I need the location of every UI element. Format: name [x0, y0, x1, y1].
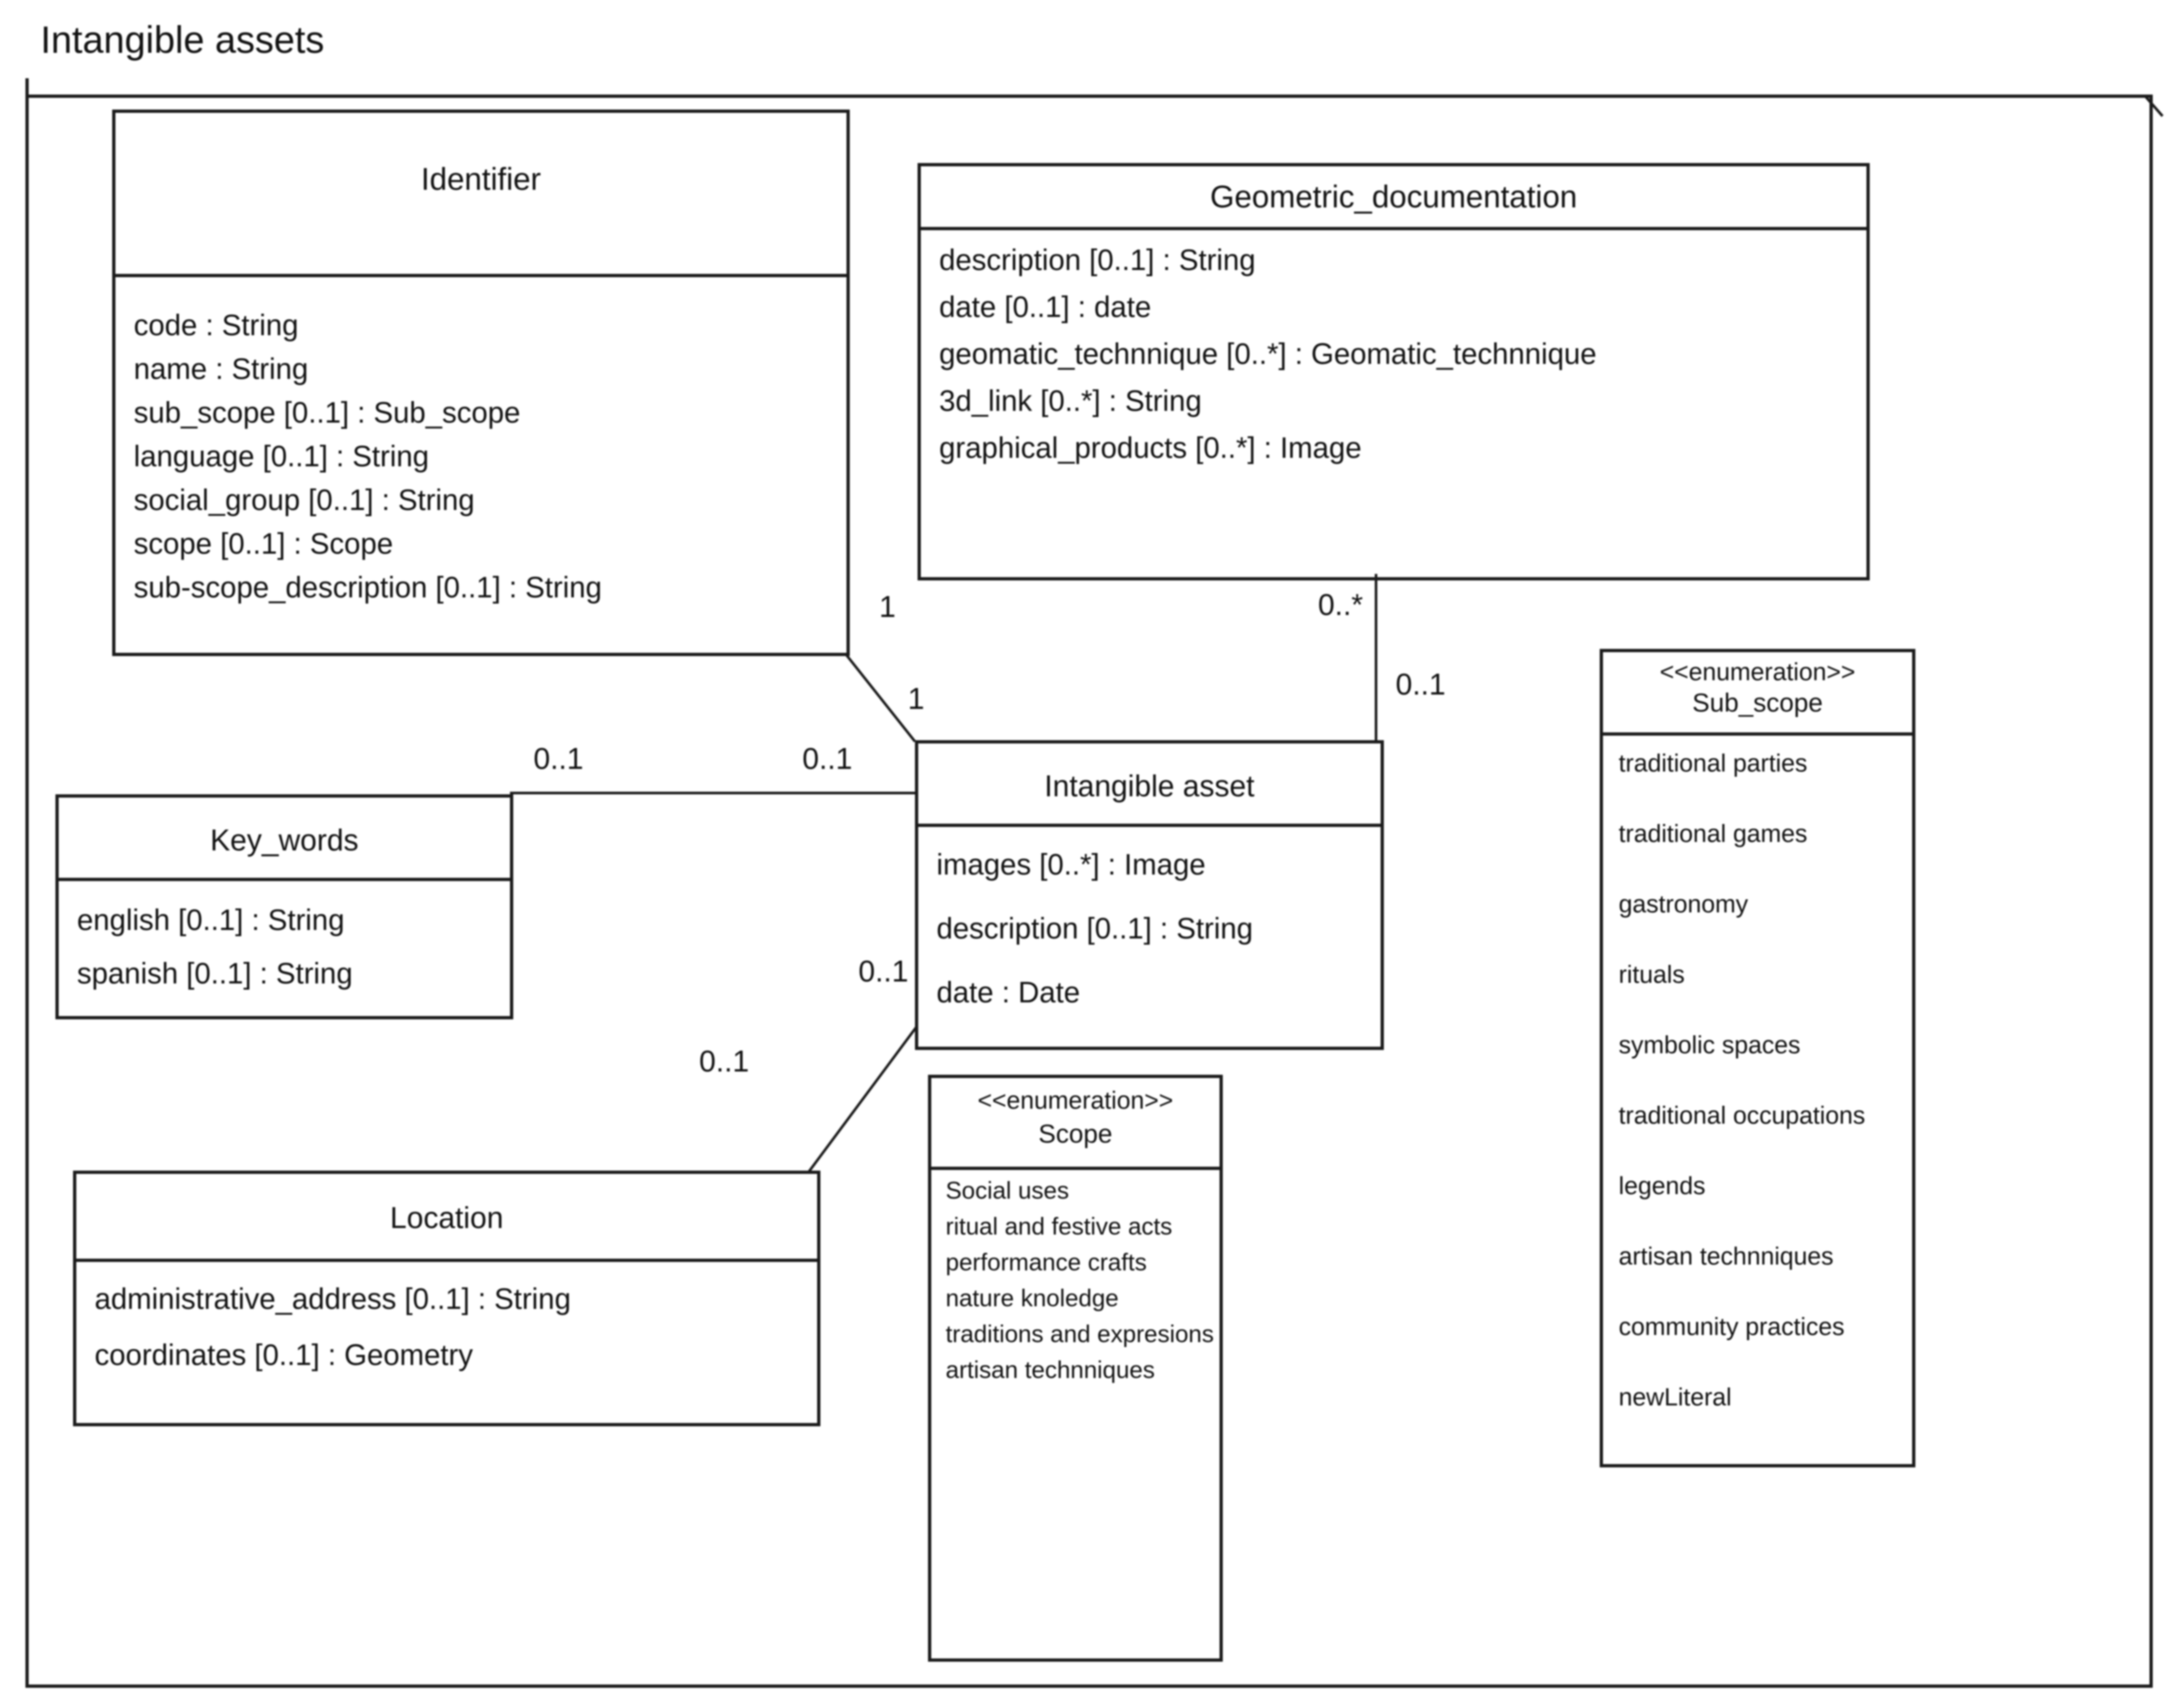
enum-literal-row: gastronomy	[1619, 891, 1748, 918]
attribute-row: administrative_address [0..1] : String	[95, 1282, 571, 1315]
attribute-row: date [0..1] : date	[939, 290, 1152, 323]
enumeration-scope-stereotype: <<enumeration>>	[977, 1087, 1173, 1115]
enumeration-sub-scope-stereotype: <<enumeration>>	[1659, 659, 1855, 686]
class-identifier-title: Identifier	[421, 162, 541, 197]
attribute-row: scope [0..1] : Scope	[134, 527, 393, 560]
enumeration-sub-scope-title: Sub_scope	[1692, 689, 1823, 717]
attribute-row: code : String	[134, 308, 299, 342]
enum-literal-row: artisan technniques	[946, 1356, 1155, 1383]
enum-literal-row: performance crafts	[946, 1249, 1147, 1276]
attribute-row: social_group [0..1] : String	[134, 483, 475, 517]
enum-literal-row: legends	[1619, 1173, 1706, 1200]
connector-location-intangible	[809, 1027, 916, 1172]
enum-literal-row: rituals	[1619, 961, 1685, 989]
multiplicity-intangible-end-identifier: 1	[908, 682, 925, 715]
attribute-row: name : String	[134, 352, 308, 385]
frame-corner-diagonal	[2145, 96, 2163, 116]
enum-literal-row: traditional parties	[1619, 750, 1808, 777]
enumeration-scope-title: Scope	[1038, 1120, 1113, 1148]
attribute-row: description [0..1] : String	[936, 912, 1253, 945]
multiplicity-intangible-end-geometric: 0..1	[1396, 667, 1446, 701]
multiplicity-geometric-end: 0..*	[1317, 588, 1363, 622]
attribute-row: date : Date	[936, 976, 1081, 1009]
frame-label: Intangible assets	[40, 19, 325, 61]
attribute-row: sub_scope [0..1] : Sub_scope	[134, 396, 520, 429]
class-geometric-documentation-title: Geometric_documentation	[1210, 180, 1578, 215]
attribute-row: spanish [0..1] : String	[77, 957, 353, 990]
enum-literal-row: newLiteral	[1619, 1384, 1732, 1411]
attribute-row: 3d_link [0..*] : String	[939, 384, 1202, 417]
enum-literal-row: nature knoledge	[946, 1285, 1119, 1311]
multiplicity-intangible-end-keywords: 0..1	[802, 742, 852, 775]
enum-literal-row: community practices	[1619, 1313, 1845, 1341]
attribute-row: description [0..1] : String	[939, 243, 1256, 277]
attribute-row: english [0..1] : String	[77, 903, 345, 936]
enum-literal-row: symbolic spaces	[1619, 1032, 1801, 1059]
enum-literal-row: ritual and festive acts	[946, 1213, 1173, 1240]
connector-identifier-intangible	[845, 653, 915, 742]
attribute-row: sub-scope_description [0..1] : String	[134, 571, 602, 604]
enum-literal-row: traditions and expresions	[946, 1321, 1214, 1347]
multiplicity-intangible-end-location: 0..1	[858, 954, 908, 988]
class-intangible-asset-title: Intangible asset	[1044, 769, 1255, 803]
multiplicity-keywords-end: 0..1	[533, 742, 584, 775]
attribute-row: coordinates [0..1] : Geometry	[95, 1338, 473, 1371]
multiplicity-identifier-end: 1	[879, 590, 896, 623]
attribute-row: graphical_products [0..*] : Image	[939, 431, 1362, 464]
enum-literal-row: traditional games	[1619, 820, 1808, 848]
attribute-row: geomatic_technnique [0..*] : Geomatic_technnique	[939, 337, 1597, 370]
attribute-row: language [0..1] : String	[134, 440, 429, 473]
class-key-words-title: Key_words	[210, 823, 359, 857]
attribute-row: images [0..*] : Image	[936, 848, 1206, 881]
enum-literal-row: Social uses	[946, 1177, 1070, 1204]
enum-literal-row: artisan technniques	[1619, 1243, 1834, 1270]
class-location-title: Location	[390, 1201, 503, 1235]
enum-literal-row: traditional occupations	[1619, 1102, 1866, 1130]
multiplicity-location-end: 0..1	[699, 1044, 749, 1078]
